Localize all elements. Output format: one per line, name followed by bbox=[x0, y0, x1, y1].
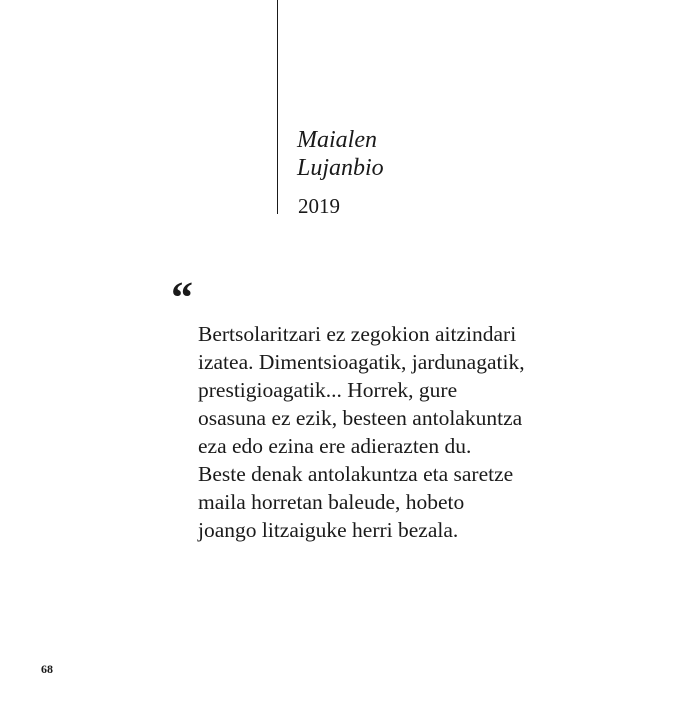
quote-line: izatea. Dimentsioagatik, jardunagatik, bbox=[198, 350, 525, 374]
quote-year: 2019 bbox=[298, 194, 340, 218]
opening-quote-mark: “ bbox=[171, 273, 193, 322]
quote-line: joango litzaiguke herri bezala. bbox=[198, 518, 459, 542]
page-number: 68 bbox=[41, 662, 53, 676]
quote-line: Beste denak antolakuntza eta saretze bbox=[198, 462, 514, 486]
quote-line: Bertsolaritzari ez zegokion aitzindari bbox=[198, 322, 517, 346]
vertical-divider-line bbox=[277, 0, 278, 214]
author-name bbox=[297, 126, 384, 182]
quote-line: prestigioagatik... Horrek, gure bbox=[198, 378, 458, 402]
quote-line: osasuna ez ezik, besteen antolakuntza bbox=[198, 406, 523, 430]
quote-line: eza edo ezina ere adierazten du. bbox=[198, 434, 472, 458]
quote-line: maila horretan baleude, hobeto bbox=[198, 490, 465, 514]
author-first-name: Maialen bbox=[297, 127, 377, 153]
quote-text bbox=[198, 320, 598, 544]
author-last-name: Lujanbio bbox=[297, 155, 384, 181]
